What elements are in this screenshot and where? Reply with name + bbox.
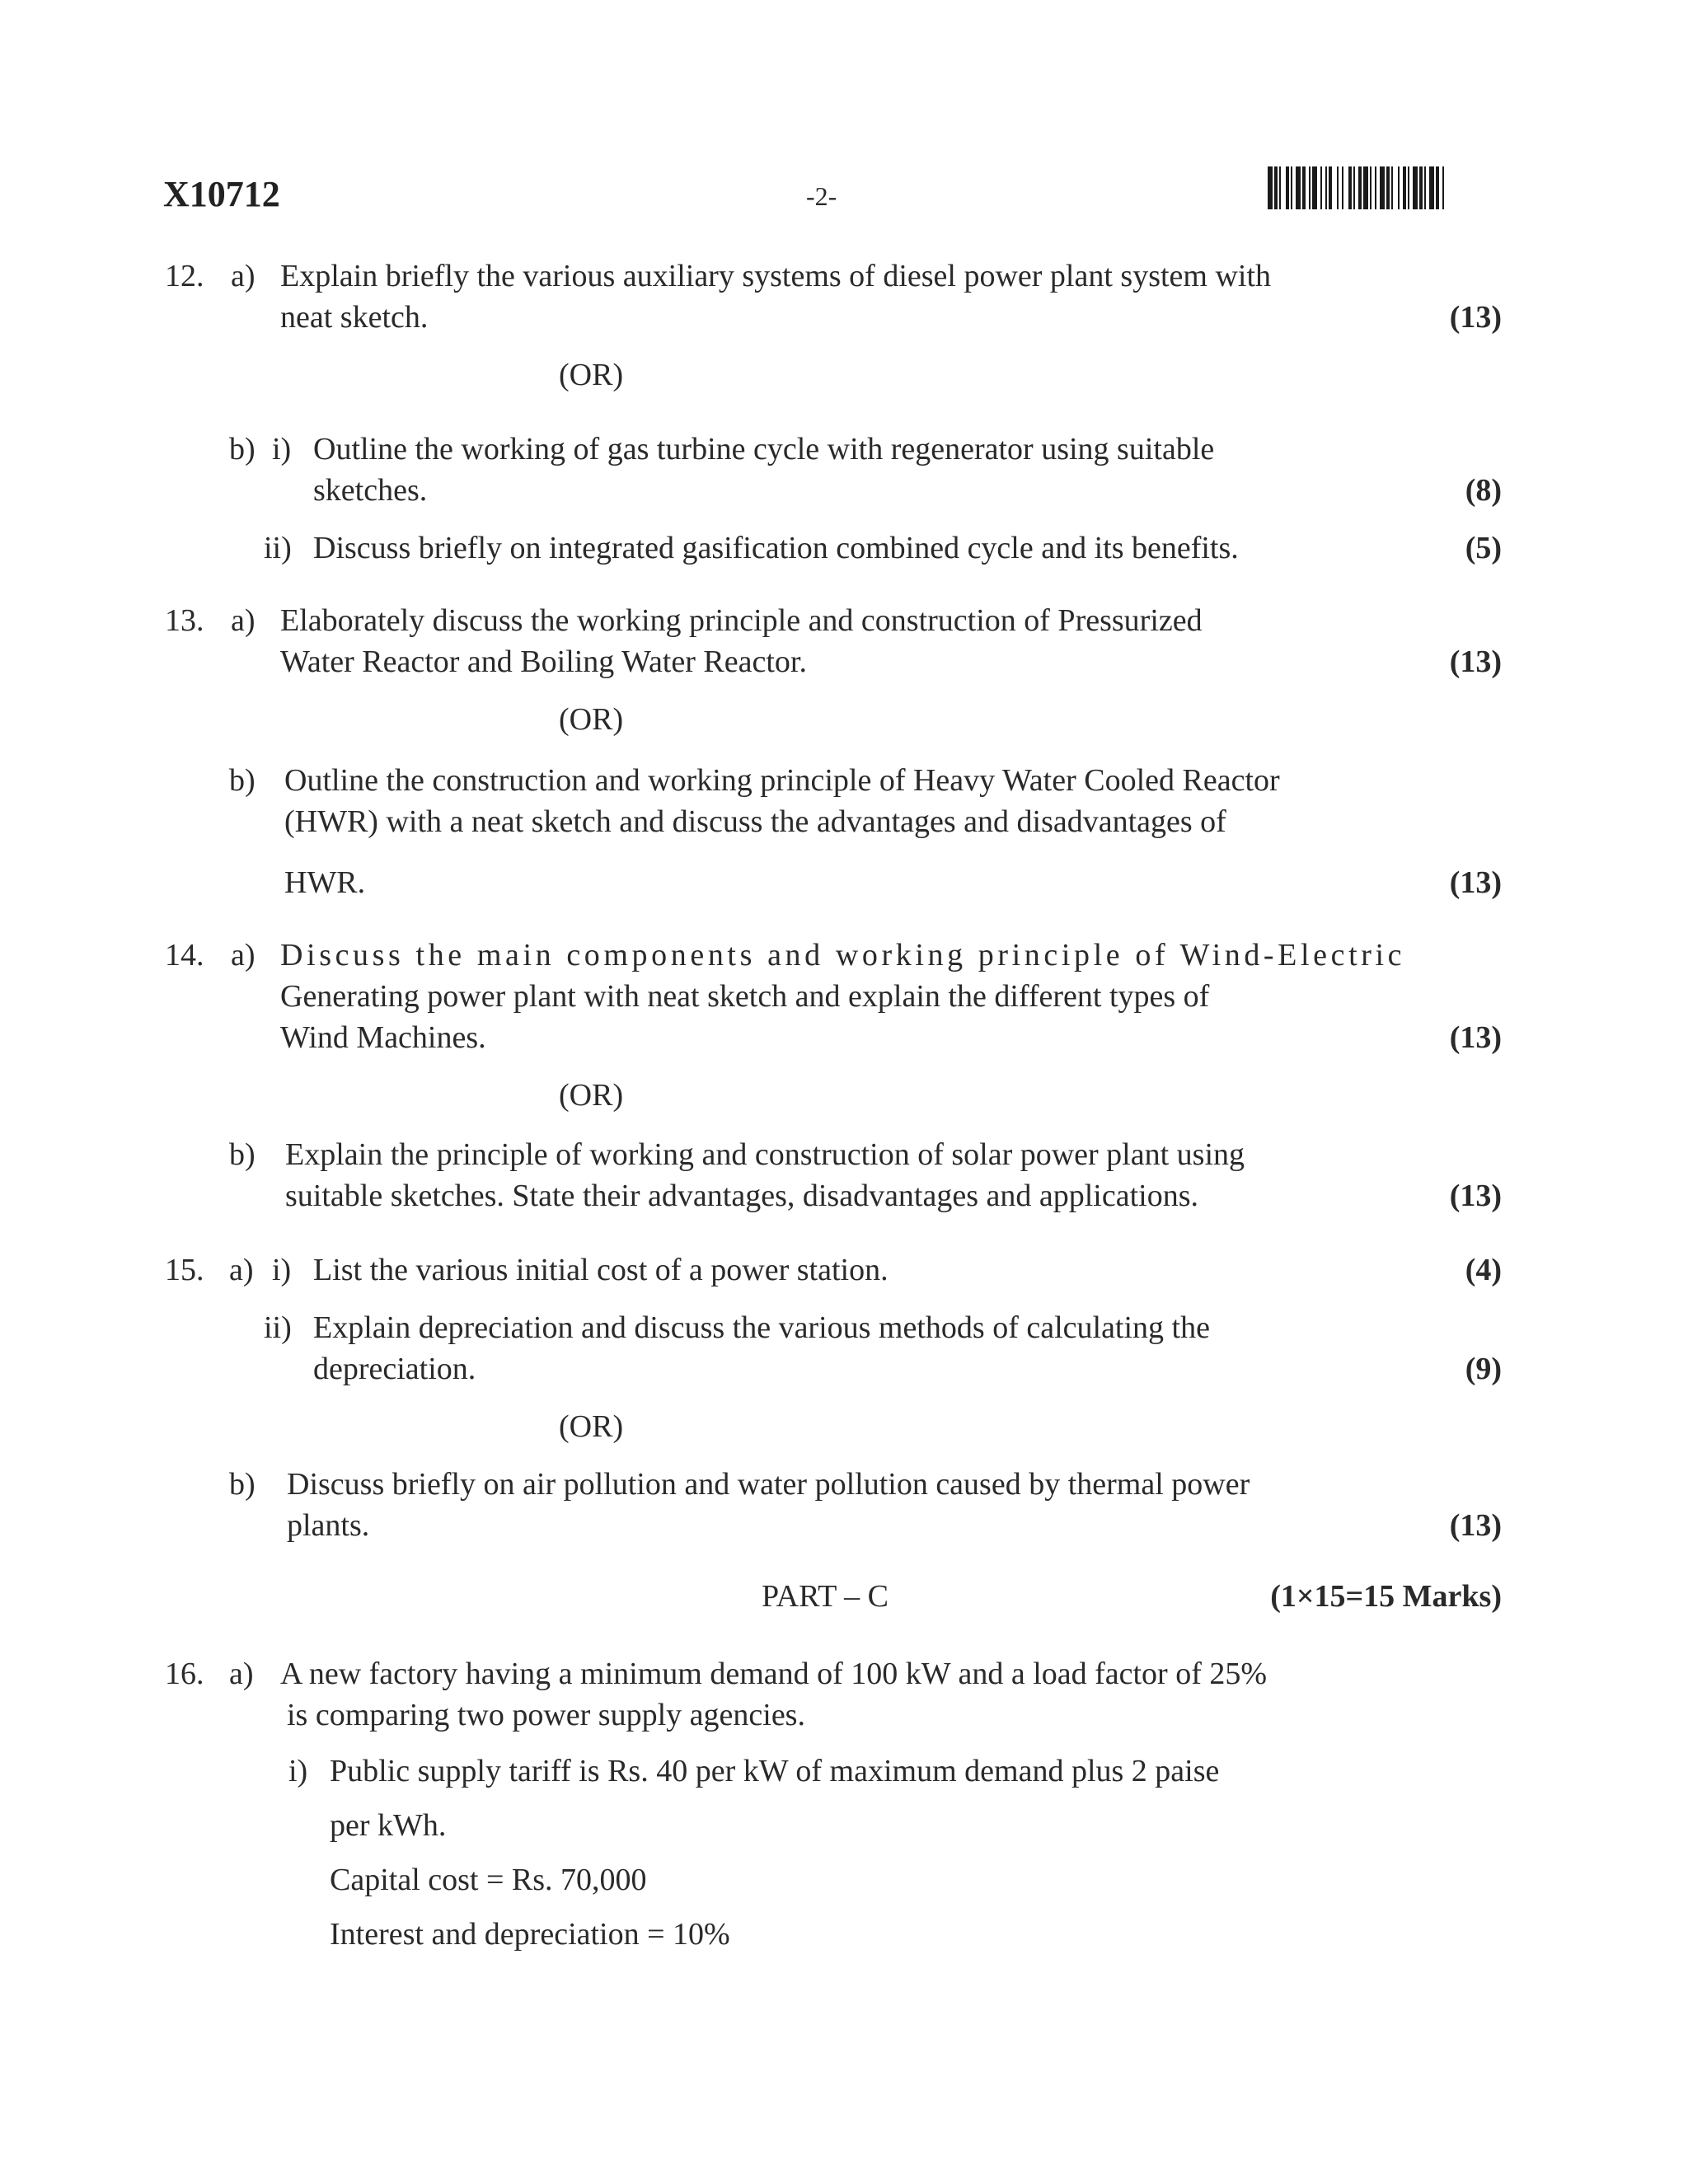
question-text: plants. — [287, 1508, 370, 1543]
part-label: b) — [229, 1137, 256, 1172]
question-text: Discuss the main components and working principle of Wind-Electric — [280, 938, 1406, 972]
sub-part-label: i) — [272, 432, 292, 466]
part-label: b) — [229, 1467, 256, 1502]
or-separator: (OR) — [559, 1409, 624, 1444]
question-text: A new factory having a minimum demand of 100 kW and a load factor of 25% — [280, 1657, 1268, 1691]
question-number: 12. — [165, 259, 204, 293]
question-text: depreciation. — [313, 1352, 476, 1386]
question-text: Capital cost = Rs. 70,000 — [330, 1863, 647, 1897]
marks: (13) — [1449, 1020, 1502, 1055]
sub-part-label: i) — [288, 1754, 308, 1788]
marks: (5) — [1465, 531, 1502, 565]
part-label: b) — [229, 432, 256, 466]
question-number: 14. — [165, 938, 204, 972]
marks: (13) — [1449, 300, 1502, 335]
question-text: is comparing two power supply agencies. — [287, 1698, 805, 1732]
question-text: sketches. — [313, 473, 428, 508]
question-number: 16. — [165, 1657, 204, 1691]
part-label: a) — [229, 1253, 254, 1287]
question-number: 15. — [165, 1253, 204, 1287]
marks: (13) — [1449, 1508, 1502, 1543]
question-text: Explain depreciation and discuss the various methods of calculating the — [313, 1310, 1210, 1345]
question-text: per kWh. — [330, 1808, 447, 1843]
question-text: Discuss briefly on integrated gasification combined cycle and its benefits. — [313, 531, 1239, 565]
or-separator: (OR) — [559, 358, 624, 392]
part-label: a) — [231, 603, 256, 638]
question-text: HWR. — [284, 865, 366, 900]
question-text: List the various initial cost of a power station. — [313, 1253, 889, 1287]
question-text: Discuss briefly on air pollution and water pollution caused by thermal power — [287, 1467, 1250, 1502]
question-text: Wind Machines. — [280, 1020, 486, 1055]
question-text: (HWR) with a neat sketch and discuss the advantages and disadvantages of — [284, 804, 1226, 839]
marks: (9) — [1465, 1352, 1502, 1386]
question-text: Explain briefly the various auxiliary systems of diesel power plant system with — [280, 259, 1272, 293]
sub-part-label: ii) — [264, 531, 292, 565]
marks: (13) — [1449, 644, 1502, 679]
sub-part-label: ii) — [264, 1310, 292, 1345]
marks: (13) — [1449, 1179, 1502, 1213]
sub-part-label: i) — [272, 1253, 292, 1287]
or-separator: (OR) — [559, 1078, 624, 1113]
question-number: 13. — [165, 603, 204, 638]
marks: (13) — [1449, 865, 1502, 900]
question-text: Outline the construction and working principle of Heavy Water Cooled Reactor — [284, 763, 1280, 798]
part-label: a) — [231, 938, 256, 972]
question-text: Elaborately discuss the working principle and construction of Pressurized — [280, 603, 1203, 638]
or-separator: (OR) — [559, 702, 624, 737]
barcode — [1268, 166, 1515, 209]
section-title: PART – C — [762, 1579, 889, 1614]
question-text: Explain the principle of working and construction of solar power plant using — [285, 1137, 1245, 1172]
question-text: Generating power plant with neat sketch and explain the different types of — [280, 979, 1210, 1014]
question-text: suitable sketches. State their advantages, disadvantages and applications. — [285, 1179, 1198, 1213]
question-text: Interest and depreciation = 10% — [330, 1917, 730, 1952]
section-marks: (1×15=15 Marks) — [1270, 1579, 1502, 1614]
part-label: b) — [229, 763, 256, 798]
part-label: a) — [231, 259, 256, 293]
part-label: a) — [229, 1657, 254, 1691]
paper-code: X10712 — [163, 174, 280, 214]
question-text: Public supply tariff is Rs. 40 per kW of maximum demand plus 2 paise — [330, 1754, 1220, 1788]
question-text: Water Reactor and Boiling Water Reactor. — [280, 644, 807, 679]
question-text: neat sketch. — [280, 300, 429, 335]
marks: (4) — [1465, 1253, 1502, 1287]
page-number: -2- — [806, 181, 837, 211]
marks: (8) — [1465, 473, 1502, 508]
question-text: Outline the working of gas turbine cycle with regenerator using suitable — [313, 432, 1215, 466]
